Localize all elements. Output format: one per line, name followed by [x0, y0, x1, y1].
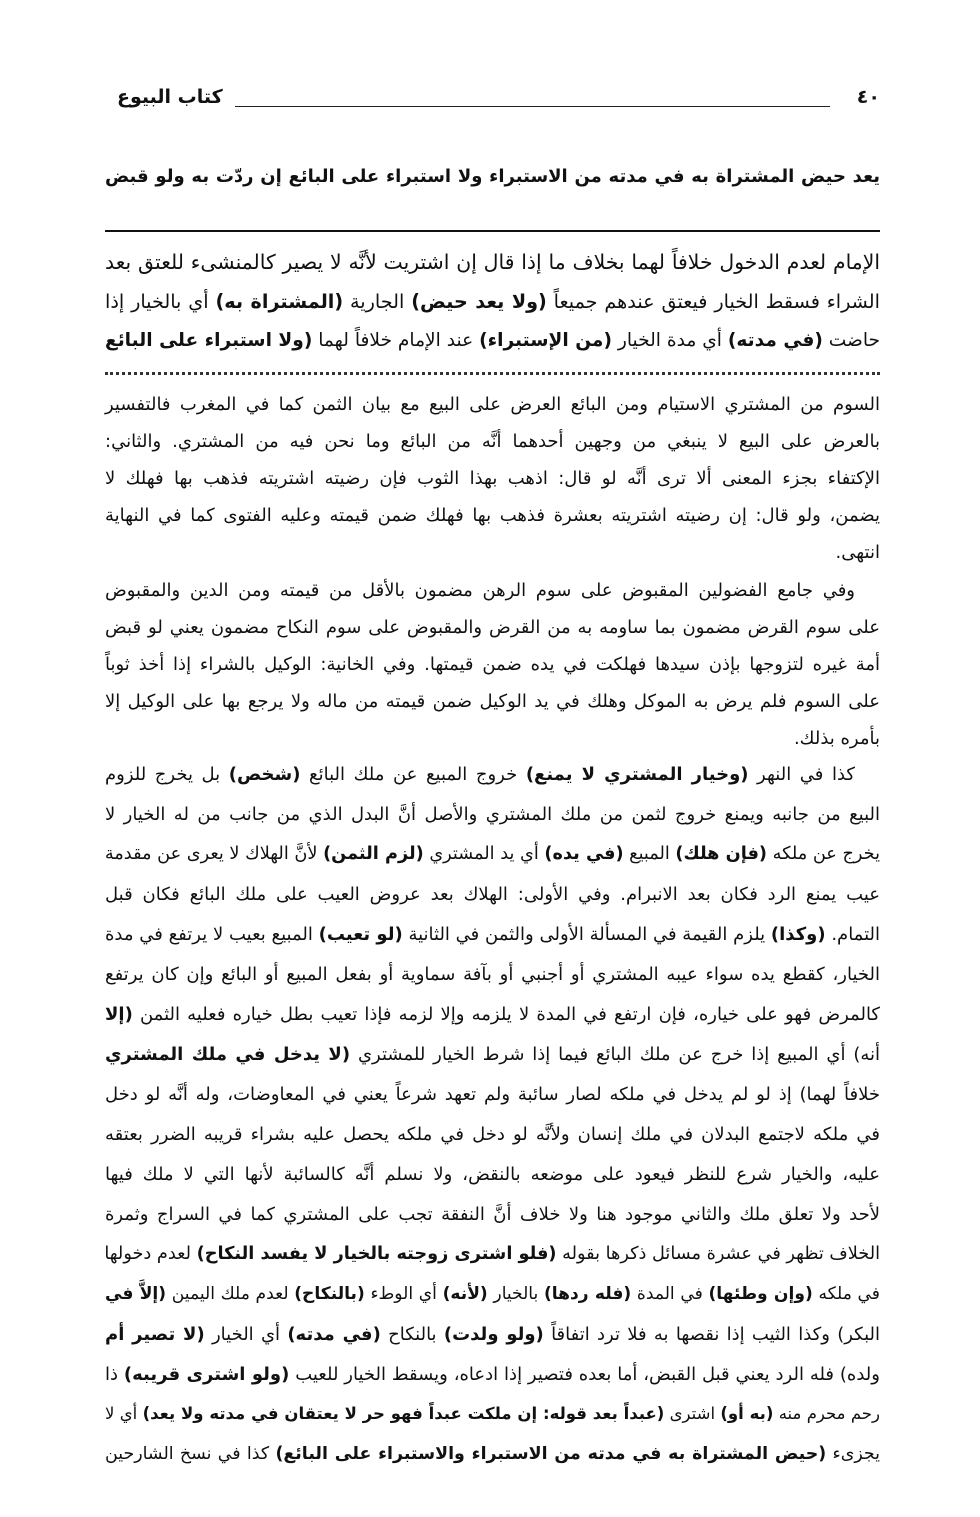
text-line: الإكتفاء بجزء المعنى ألا ترى أنَّه لو قال: اذهب بهذا الثوب فإن رضيته اشتريته فذهب بها فهلك لا [105, 468, 880, 489]
main-text-rule [105, 230, 880, 232]
main-text-line: يعد حيض المشتراة به في مدته من الاستبراء ولا استبراء على البائع إن ردّت به ولو قبض [105, 166, 880, 187]
text-line: يخرج عن ملكه (فإن هلك) المبيع (في يده) أي يد المشتري (لزم الثمن) لأنَّ الهلاك لا يعرى عن مقدمة [104, 844, 880, 864]
text-line: على سوم القرض مضمون بما ساومه به من القرض والمقبوض على سوم النكاح مضمون يعني لو قبض [105, 617, 880, 638]
text-line: أنه) أي المبيع إذا خرج عن ملك البائع فيما إذا شرط الخيار للمشتري (لا يدخل في ملك المشتري [105, 1044, 880, 1065]
text-line: الشراء فسقط الخيار فيعتق عندهم جميعاً (ولا يعد حيض) الجارية (المشتراة به) أي بالخيار إذا [105, 290, 880, 313]
text-line: أمة غيره لتزوجها بإذن سيدها فهلكت في يده ضمن قيمتها. وفي الخانية: الوكيل بالشراء إذا أخذ ثوباً [105, 654, 880, 675]
footnote-separator [105, 372, 880, 375]
text-line: بأمره بذلك. [793, 728, 880, 749]
running-header [105, 86, 880, 116]
text-line: يجزىء (حيض المشتراة به في مدته من الاستبراء والاستبراء على البائع) كذا في نسخ الشارحين [105, 1444, 880, 1464]
text-line: البيع من جانبه ويمنع خروج لثمن من ملك المشتري والأصل أنَّ البدل الذي من جانب من له الخيار لا [105, 804, 880, 825]
text-line: عيب يمنع الرد فكان بعد الانبرام. وفي الأولى: الهلاك بعد عروض العيب على ملك البائع فكان قبل [105, 884, 880, 905]
text-line: الإمام لعدم الدخول خلافاً لهما بخلاف ما إذا قال إن اشتريت لأنَّه لا يصير كالمنشىء للعتق بعد [105, 250, 880, 274]
text-line: حاضت (في مدته) أي مدة الخيار (من الإستبراء) عند الإمام خلافاً لهما (ولا استبراء على البائع [105, 330, 880, 351]
text-line: عليه، والخيار شرع للنظر فيعود على موضعه بالنقض، ولا نسلم أنَّه كالسائبة لأنها التي لا ملك فيها [105, 1164, 880, 1185]
text-line: انتهى. [835, 542, 880, 563]
text-line: رحم محرم منه (به أو) اشترى (عبداً بعد قوله: إن ملكت عبداً فهو حر لا يعتقان في مدته ولا يعد) أي لا [105, 1404, 880, 1423]
text-line: ولده) فله الرد يعني قبل القبض، أما بعده فتصير إذا ادعاه، ويسقط الخيار للعيب (ولو اشترى قريبه) ذا [105, 1364, 880, 1385]
text-line: وفي جامع الفضولين المقبوض على سوم الرهن مضمون بالأقل من قيمته ومن الدين والمقبوض [105, 580, 855, 601]
text-line: الخلاف تظهر في عشرة مسائل ذكرها بقوله (فلو اشترى زوجته بالخيار لا يفسد النكاح) لعدم دخولها [104, 1244, 880, 1264]
text-line: في ملكه (وإن وطئها) في المدة (فله ردها) بالخيار (لأنه) أي الوطء (بالنكاح) لعدم ملك اليمين (إلاَّ في [105, 1284, 880, 1304]
text-line: لأحد ولا تعلق ملك والثاني موجود هنا ولا خلاف أنَّ النفقة تجب على المشتري كما في السراج وثمرة [105, 1204, 880, 1225]
text-line: الخيار، كقطع يده سواء عيبه المشتري أو أجنبي أو بآفة سماوية أو بفعل المبيع أو البائع وإن كان يرتفع [105, 964, 880, 985]
page-number: ٤٠ [856, 86, 880, 108]
text-line: خلافاً لهما) إذ لو لم يدخل في ملكه لصار سائبة ولم تعهد شرعاً يعني في المعاوضات، وله أنَّه لو دخل [105, 1084, 880, 1105]
text-line: السوم من المشتري الاستيام ومن البائع العرض على البيع مع بيان الثمن كما في المغرب فالتفسير [105, 394, 880, 415]
text-line: على السوم فلم يرض به الموكل وهلك في يد الوكيل ضمن قيمته من ماله ولا يرجع بها على الوكيل إلا [105, 691, 880, 712]
book-title: كتاب البيوع [117, 86, 223, 108]
text-line: التمام. (وكذا) يلزم القيمة في المسألة الأولى والثمن في الثانية (لو تعيب) المبيع بعيب لا يرتفع في مدة [105, 924, 881, 945]
text-line: كذا في النهر (وخيار المشتري لا يمنع) خروج المبيع عن ملك البائع (شخص) بل يخرج للزوم [105, 764, 855, 785]
text-line: البكر) وكذا الثيب إذا نقصها به فلا ترد اتفاقاً (ولو ولدت) بالنكاح (في مدته) أي الخيار (لا تصير أم [105, 1324, 881, 1345]
header-rule [235, 106, 830, 107]
text-line: بالعرض على البيع لا ينبغي من وجهين أحدهما أنَّه من البائع وما نحن فيه من المشتري. والثاني: [105, 431, 880, 452]
text-line: يضمن، ولو قال: إن رضيته اشتريته بعشرة فذهب بها فهلك ضمن قيمته وعليه الفتوى كما في النهاية [105, 505, 880, 526]
text-line: كالمرض فهو على خياره، فإن ارتفع في المدة لا يلزمه وإلا لزمه فإذا تعيب بطل خياره فعليه الثمن (إلا [105, 1004, 880, 1025]
text-line: في ملكه لاجتمع البدلان في ملك إنسان ولأنَّه لو دخل في ملكه يحصل عليه بشراء قريبه الضرر بعتقه [105, 1124, 880, 1145]
